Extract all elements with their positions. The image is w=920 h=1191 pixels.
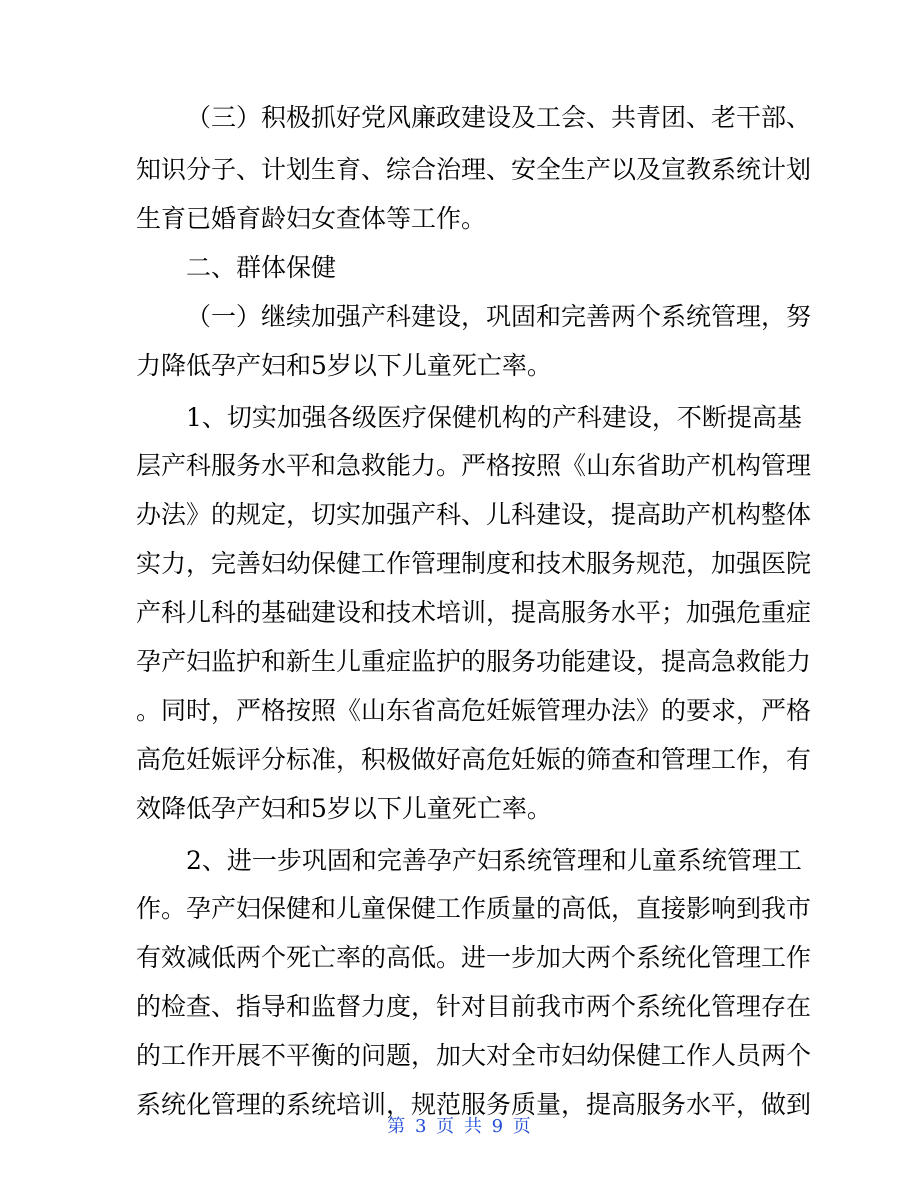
text-line: 力降低孕产妇和5岁以下儿童死亡率。 [136, 351, 552, 380]
text-line: 孕产妇监护和新生儿重症监护的服务功能建设，提高急救能力 [136, 647, 812, 676]
text-line: 1、切实加强各级医疗保健机构的产科建设，不断提高基 [186, 403, 802, 432]
text-line: 办法》的规定，切实加强产科、儿科建设，提高助产机构整体 [136, 500, 812, 529]
text-line: 系统化管理的系统培训，规范服务质量，提高服务水平，做到 [136, 1090, 812, 1119]
text-line: （三）积极抓好党风廉政建设及工会、共青团、老干部、 [186, 103, 812, 132]
text-line: 。同时，严格按照《山东省高危妊娠管理办法》的要求，严格 [136, 696, 812, 725]
text-line: （一）继续加强产科建设，巩固和完善两个系统管理，努 [186, 302, 812, 331]
text-line: 作。孕产妇保健和儿童保健工作质量的高低，直接影响到我市 [136, 894, 812, 923]
text-line: 高危妊娠评分标准，积极做好高危妊娠的筛查和管理工作，有 [136, 745, 812, 774]
section-heading: 二、群体保健 [186, 253, 337, 282]
text-line: 知识分子、计划生育、综合治理、安全生产以及宣教系统计划 [136, 155, 812, 184]
text-line: 生育已婚育龄妇女查体等工作。 [136, 204, 487, 233]
text-line: 层产科服务水平和急救能力。严格按照《山东省助产机构管理 [136, 451, 812, 480]
text-line: 有效减低两个死亡率的高低。进一步加大两个系统化管理工作 [136, 943, 812, 972]
text-line: 的工作开展不平衡的问题，加大对全市妇幼保健工作人员两个 [136, 1041, 812, 1070]
text-line: 效降低孕产妇和5岁以下儿童死亡率。 [136, 794, 552, 823]
text-line: 实力，完善妇幼保健工作管理制度和技术服务规范，加强医院 [136, 549, 812, 578]
text-line: 产科儿科的基础建设和技术培训，提高服务水平；加强危重症 [136, 598, 812, 627]
page-number-footer: 第 3 页 共 9 页 [387, 1116, 533, 1137]
text-line: 2、进一步巩固和完善孕产妇系统管理和儿童系统管理工 [186, 846, 802, 875]
text-line: 的检查、指导和监督力度，针对目前我市两个系统化管理存在 [136, 992, 812, 1021]
